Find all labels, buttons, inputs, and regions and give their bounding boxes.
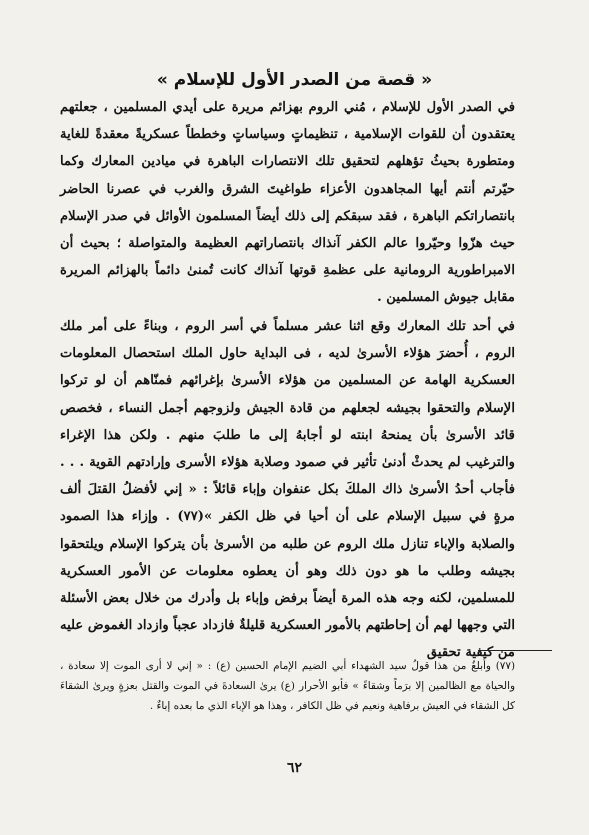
body-paragraph-2: في أحد تلك المعارك وقع اثنا عشر مسلماً في أسر الروم ، وبناءً على أمر ملك الروم ، أُحضرَ هؤلاء الأسرىٰ لديه ، فى البداية حاول الملك استحصال المعلومات العسكرية الهامة عن المسلمين من هؤلاء الأسرىٰ بإغرائهم فمنّاهم أن لو تركوا الإسلام والتحقوا بجيشه لجعلهم من قادة الجيش ولزوجهم أجمل النساء ، فخصص قائد الأسرىٰ بأن يمنحهُ ابنته لو أجابهُ إلى ما طلبَ منهم . ولكن هذا الإغراء والترغيب لم يحدثْ أدنىٰ تأثير في صمود وصلابة هؤلاء الأسرى وإرادتهم القوية . . . فأجاب أحدُ الأسرىٰ ذاك الملكَ بكل عنفوان وإباء قائلاً : « إني لأفضلُ القتلَ ألف مرةٍ في سبيل الإسلام على أن أحيا في ظل الكفر »(٧٧) . وإزاء هذا الصمود والصلابة والإباء تنازل ملك الروم عن طلبه من الأسرىٰ بأن يتركوا الإسلام ويلتحقوا بجيشه وطلب ما هو دون ذلك وهو أن يعطوه معلومات عن الأمور العسكرية للمسلمين، لكنه وجه هذه المرة أيضاً برفض وإباء بل وأدرك من خلال بعض الأسئلة التي وجهها لهم أن إحاطتهم بالأمور العسكرية قليلةٌ فازداد عجباً وازداد الغموض عليه من كيفية تحقيق (60, 319, 515, 661)
footnote-divider (478, 650, 552, 651)
footnote: (٧٧) وأبلغُ من هذا قولُ سيد الشهداء أبي الضيم الإمام الحسين (ع) : « إني لا أرى الموت إلا سعادة ، والحياة مع الظالمين إلا برَماً وشقاءً » فأبو الأحرار (ع) يرىٰ السعادةَ في الموت والقتل بعزةٍ ويرىٰ الشقاءَ كل الشقاء في العيش برفاهية ونعيم في ظل الكافر ، وهذا هو الإباء الذي ما بعده إباءٌ . (60, 660, 515, 712)
page-number: ٦٢ (286, 760, 303, 776)
chapter-title: « قصة من الصدر الأول للإسلام » (156, 70, 433, 90)
body-paragraph-1: في الصدر الأول للإسلام ، مُني الروم بهزائم مريرة على أيدي المسلمين ، جعلتهم يعتقدون أن للقوات الإسلامية ، تنظيماتٍ وسياساتٍ وخططاً عسكريةً معقدةً للغاية ومتطورة بحيثُ تؤهلهم لتحقيق تلك الانتصارات الباهرة في ميادين المعارك وكما حيّرتم أنتم أيها المجاهدون الأعزاء طواغيتَ الشرق والغرب في عصرنا الحاضر بانتصاراتكم الباهرة ، فقد سبقكم إلى ذلك أيضاً المسلمون الأوائل في صدر الإسلام حيث هزّوا وحيّروا عالم الكفر آنذاك بانتصاراتهم العظيمة والمتواصلة ؛ بحيث أن الامبراطورية الرومانية على عظمةِ قوتها آنذاك كانت تُمنىٰ دائماً بالهزائم المريرة مقابل جيوش المسلمين . (60, 100, 515, 306)
